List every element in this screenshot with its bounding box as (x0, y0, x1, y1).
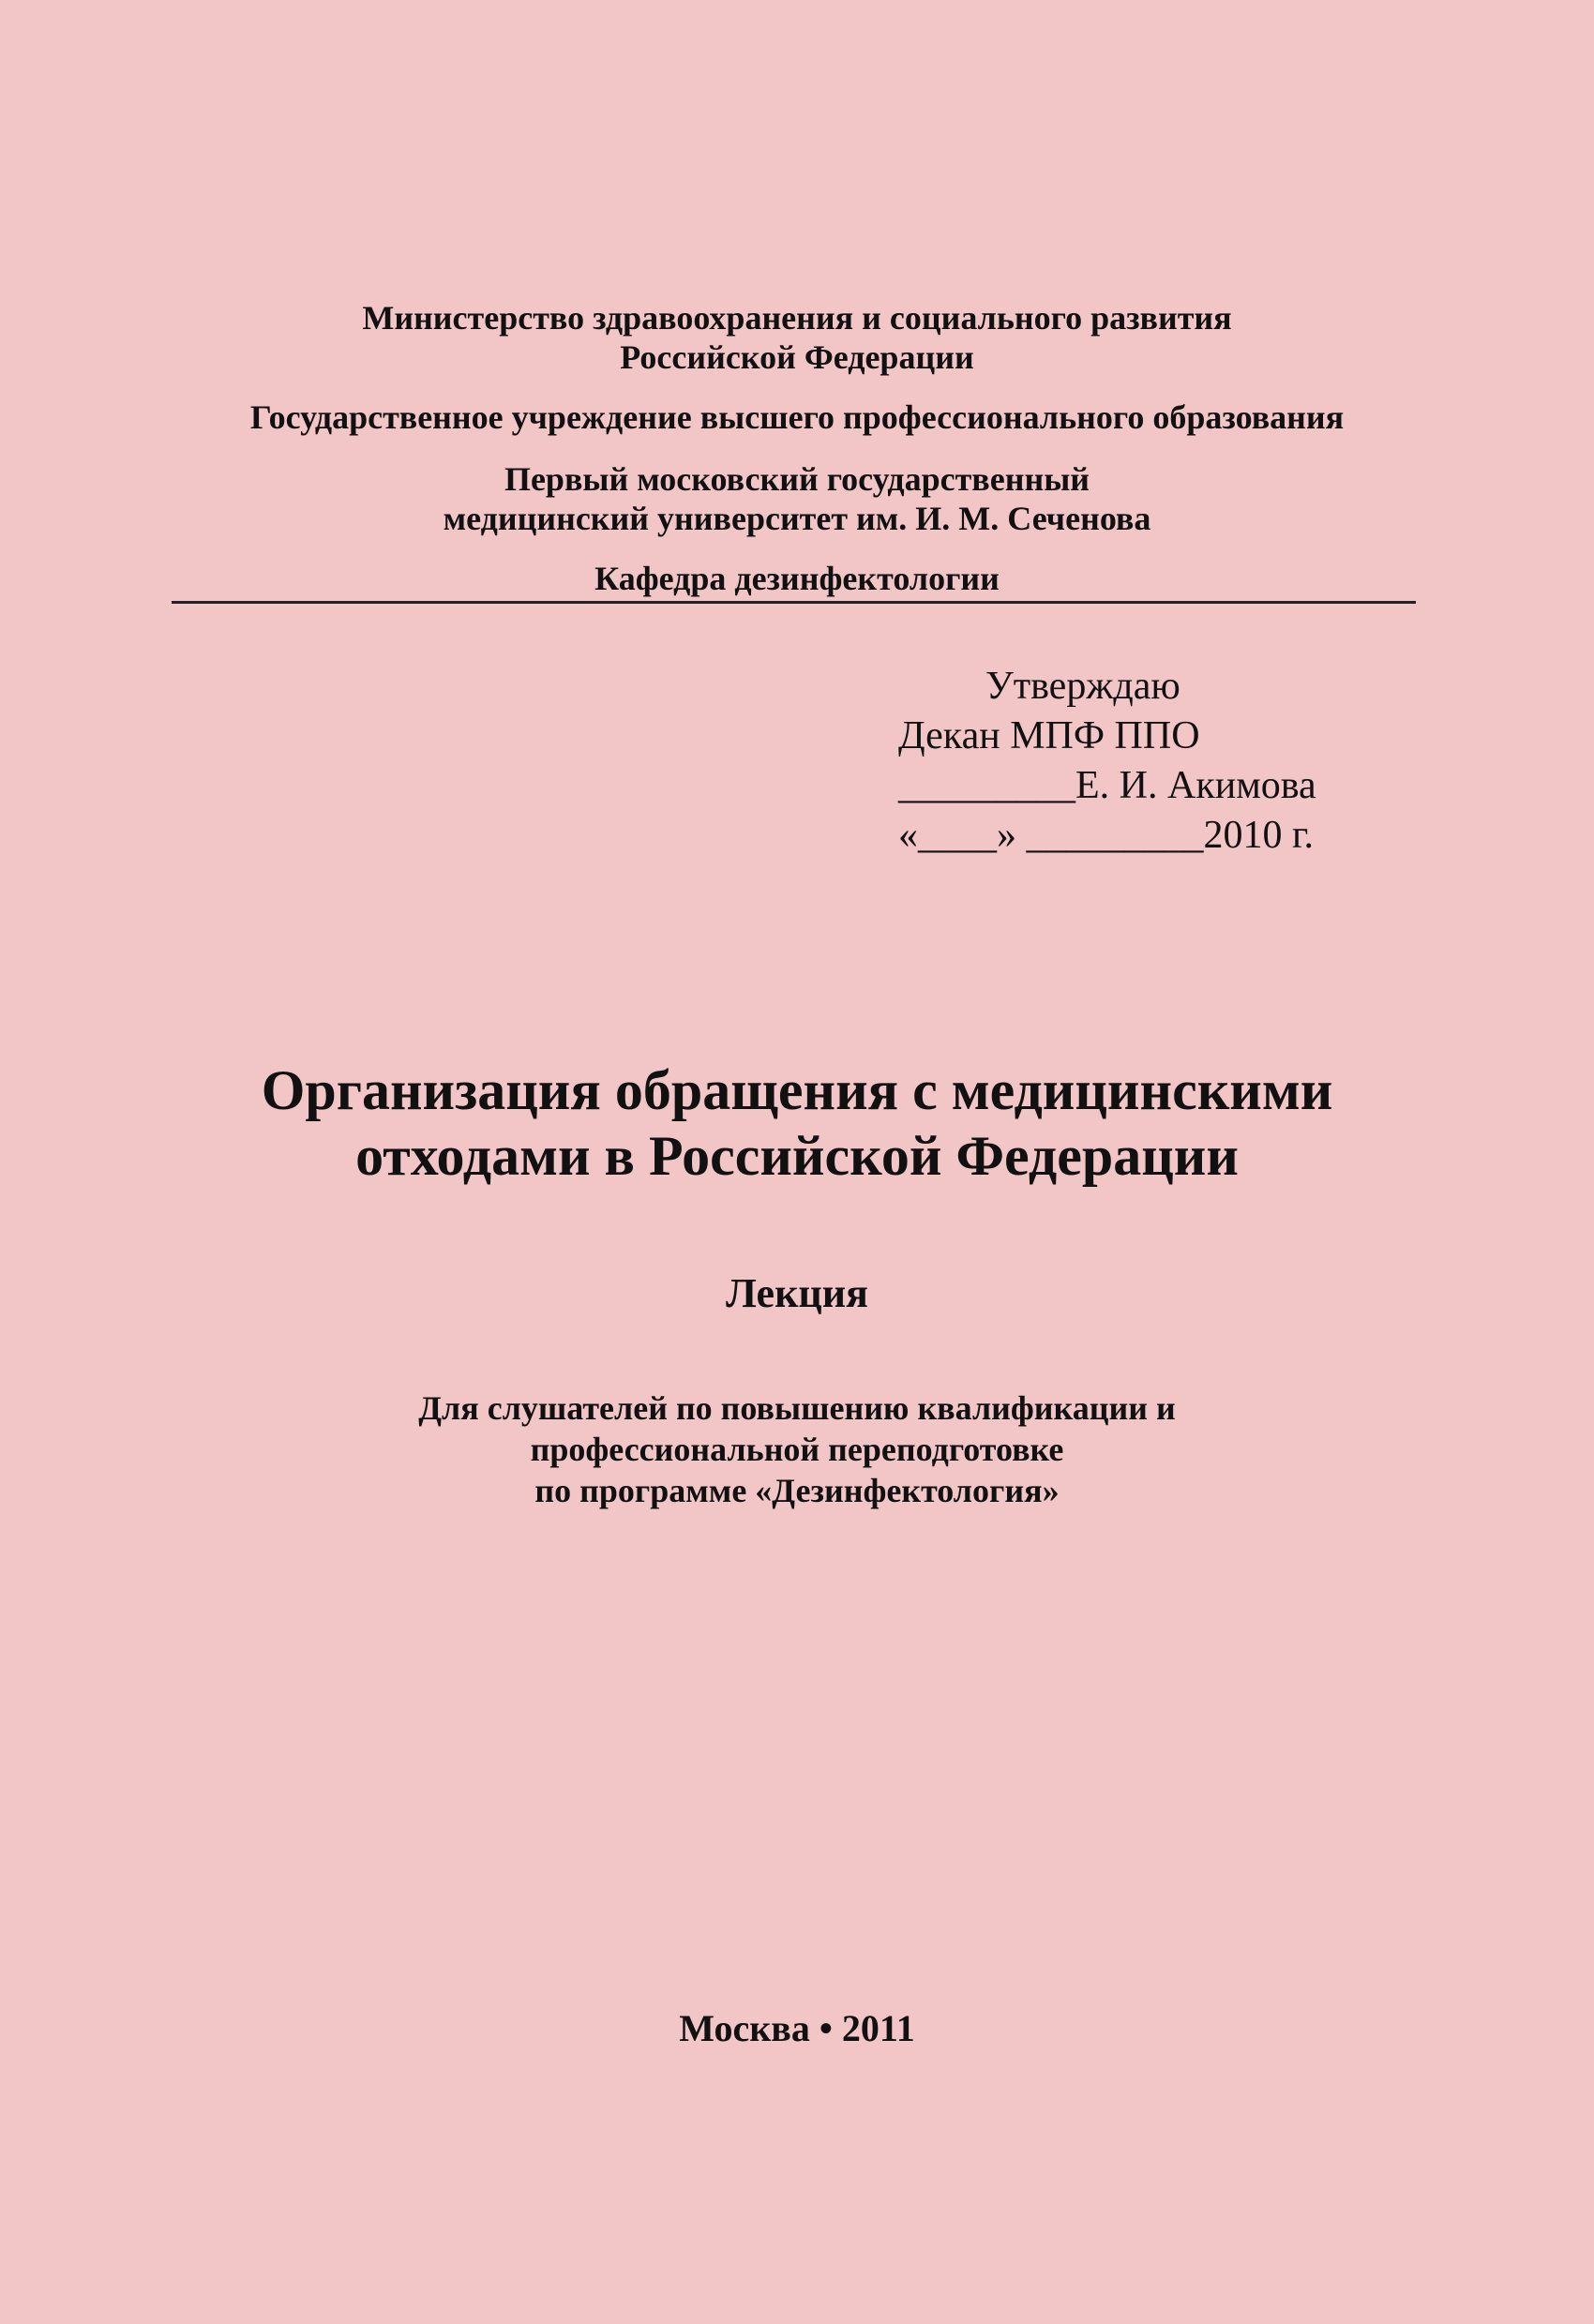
audience-line-1: Для слушателей по повышению квалификации и (418, 1389, 1176, 1427)
title-line-1: Организация обращения с медицинскими (261, 1059, 1333, 1121)
approval-line-1: Утверждаю (985, 665, 1180, 708)
approval-line-3: _________Е. И. Акимова (898, 764, 1316, 807)
document-title (0, 1057, 1594, 1189)
ministry-line-2: Российской Федерации (620, 338, 974, 376)
audience-line-3: по программе «Дезинфектология» (534, 1472, 1060, 1509)
department-name: Кафедра дезинфектологии (594, 560, 1000, 597)
header-divider (172, 601, 1416, 604)
approval-block (898, 662, 1423, 861)
university-line-1: Первый московский государственный (504, 460, 1090, 498)
approval-line-2: Декан МПФ ППО (898, 714, 1200, 757)
document-type: Лекция (726, 1270, 868, 1316)
institution-type: Государственное учреждение высшего профессионального образования (249, 398, 1345, 436)
city-year: Москва • 2011 (679, 2007, 915, 2049)
audience-block (0, 1387, 1594, 1511)
university-line-2: медицинский университет им. И. М. Сеченова (443, 500, 1151, 537)
approval-line-4: «____» _________2010 г. (898, 814, 1314, 857)
audience-line-2: профессиональной переподготовке (530, 1431, 1064, 1468)
ministry-line-1: Министерство здравоохранения и социального развития (362, 299, 1232, 337)
title-line-2: отходами в Российской Федерации (355, 1125, 1239, 1187)
